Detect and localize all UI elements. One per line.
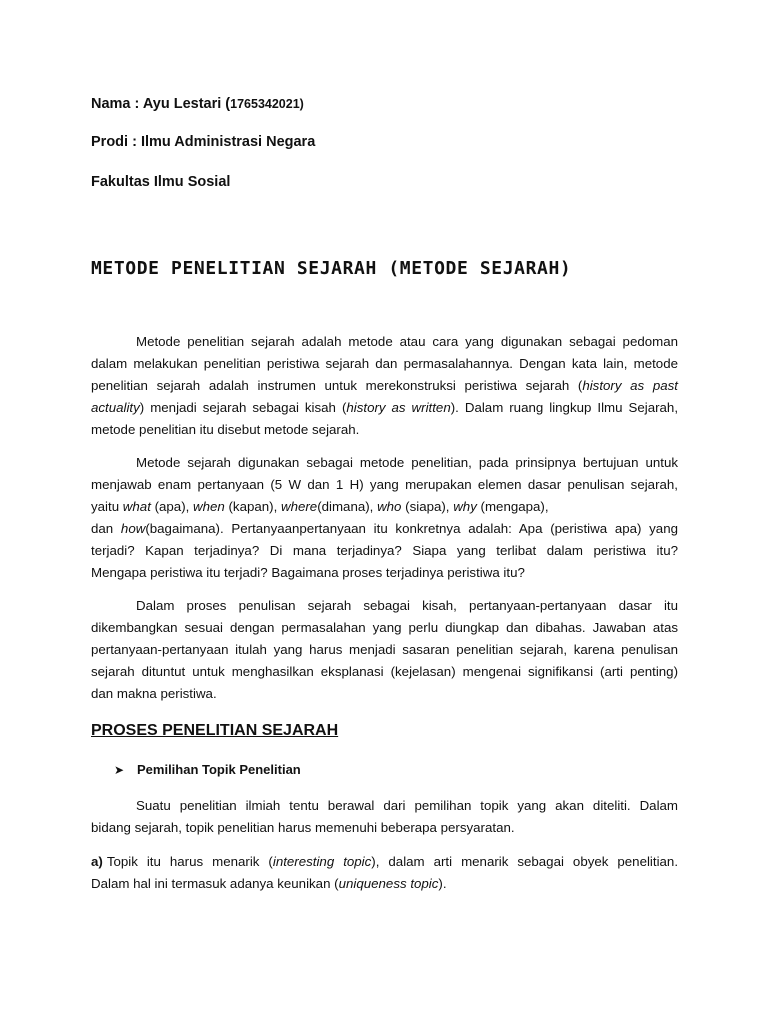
paragraph-3 — [91, 595, 678, 705]
paragraph-line: Mengapa peristiwa itu terjadi? Bagaimana proses terjadinya peristiwa itu? — [91, 565, 525, 580]
paragraph-line: Metode penelitian sejarah adalah metode atau cara yang digunakan sebagai pedoman — [136, 334, 678, 349]
paragraph-2 — [91, 452, 678, 584]
paragraph-line: dan makna peristiwa. — [91, 686, 217, 701]
student-name-line — [91, 95, 304, 113]
bullet-label: Pemilihan Topik Penelitian — [137, 762, 301, 777]
study-program-line: Prodi : Ilmu Administrasi Negara — [91, 134, 316, 150]
paragraph-line: actuality) menjadi sejarah sebagai kisah (history as written). Dalam ruang lingkup Ilmu Sejarah, — [91, 400, 679, 415]
paragraph-5 — [91, 851, 678, 895]
paragraph-line: terjadi? Kapan terjadinya? Di mana terjadinya? Siapa yang terlibat dalam peristiwa itu? — [91, 543, 678, 558]
list-marker: a) — [91, 854, 103, 869]
paragraph-line: metode penelitian itu disebut metode sejarah. — [91, 422, 360, 437]
student-name: Nama : Ayu Lestari ( — [91, 96, 231, 112]
paragraph-line: Dalam hal ini termasuk adanya keunikan (uniqueness topic). — [91, 876, 447, 891]
student-id: 1765342021) — [230, 97, 304, 111]
paragraph-line: menjawab enam pertanyaan (5 W dan 1 H) yang merupakan elemen dasar penulisan sejarah, — [91, 477, 678, 492]
paragraph-line: a) Topik itu harus menarik (interesting topic), dalam arti menarik sebagai obyek penelitian. — [91, 854, 679, 869]
paragraph-line: bidang sejarah, topik penelitian harus memenuhi beberapa persyaratan. — [91, 820, 515, 835]
paragraph-line: Metode sejarah digunakan sebagai metode penelitian, pada prinsipnya bertujuan untuk — [136, 455, 678, 470]
paragraph-4 — [91, 795, 678, 839]
paragraph-line: dalam melakukan penelitian peristiwa sejarah dan permasalahannya. Dengan kata lain, metode — [91, 356, 678, 371]
paragraph-line: dan how(bagaimana). Pertanyaanpertanyaan itu konkretnya adalah: Apa (peristiwa apa) yang — [91, 521, 678, 536]
paragraph-line: penelitian sejarah adalah instrumen untuk merekonstruksi peristiwa sejarah (history as past — [91, 378, 678, 393]
paragraph-line: Dalam proses penulisan sejarah sebagai kisah, pertanyaan-pertanyaan dasar itu — [136, 598, 678, 613]
faculty-line: Fakultas Ilmu Sosial — [91, 174, 231, 190]
paragraph-line: dikembangkan sesuai dengan permasalahan yang perlu diungkap dan dibahas. Jawaban atas — [91, 620, 678, 635]
paragraph-line: yaitu what (apa), when (kapan), where(dimana), who (siapa), why (mengapa), — [91, 499, 549, 514]
paragraph-1 — [91, 331, 678, 441]
paragraph-line: sejarah dituntut untuk menghasilkan eksplanasi (kejelasan) mengenai signifikansi (arti penting) — [91, 664, 678, 679]
arrow-right-icon: ➤ — [114, 763, 125, 777]
paragraph-line: Suatu penelitian ilmiah tentu berawal dari pemilihan topik yang akan diteliti. Dalam — [136, 798, 678, 813]
section-heading: PROSES PENELITIAN SEJARAH — [91, 722, 339, 739]
paragraph-line: pertanyaan-pertanyaan itulah yang harus menjadi sasaran penelitian sejarah, karena penulisan — [91, 642, 678, 657]
bullet-item — [114, 760, 301, 780]
document-title: METODE PENELITIAN SEJARAH (METODE SEJARAH) — [91, 258, 572, 279]
